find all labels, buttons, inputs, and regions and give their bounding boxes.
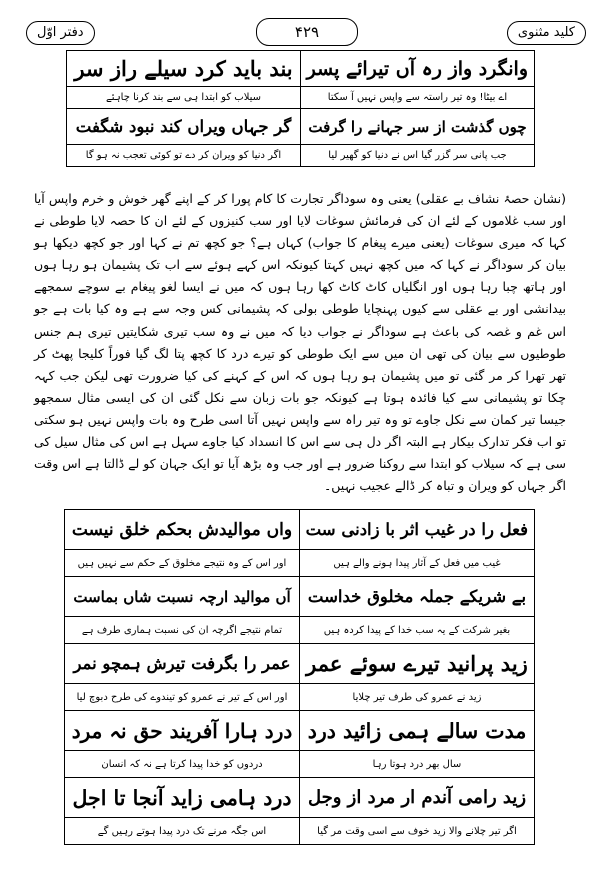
translation-second-half: اگر دنیا کو ویران کر دے تو کوئی تعجب نہ ہو گا	[67, 145, 301, 167]
verse-table-bottom	[64, 509, 535, 845]
verse-row	[65, 510, 535, 550]
verse-row	[65, 778, 535, 818]
translation-first-half: زید نے عمرو کی طرف تیر چلایا	[300, 684, 535, 711]
verse-second-half: درد ہارا آفریند حق نہ مرد	[65, 711, 300, 751]
verse-second-half: عمر را بگرفت تیرش ہمچو نمر	[65, 644, 300, 684]
verse-first-half: وانگرد واز رہ آں تیرائے پسر	[301, 51, 535, 87]
translation-row	[65, 617, 535, 644]
verse-row	[65, 644, 535, 684]
translation-second-half: سیلاب کو ابتدا ہی سے بند کرنا چاہئے	[67, 87, 301, 109]
page-number: ۴۲۹	[256, 18, 358, 46]
verse-table-top	[66, 50, 535, 167]
translation-row	[65, 684, 535, 711]
verse-row	[67, 109, 535, 145]
verse-second-half: واں موالیدش بحکم خلق نیست	[65, 510, 300, 550]
verse-row	[65, 577, 535, 617]
translation-first-half: جب پانی سر گزر گیا اس نے دنیا کو گھیر لیا	[301, 145, 535, 167]
verse-first-half: بے شریکے جملہ مخلوق خداست	[300, 577, 535, 617]
verse-first-half: فعل را در غیب اثر با زادنی ست	[300, 510, 535, 550]
verse-row	[67, 51, 535, 87]
translation-row	[65, 818, 535, 845]
translation-second-half: اور اس کے وہ نتیجے مخلوق کے حکم سے نہیں ہیں	[65, 550, 300, 577]
verse-first-half: زید پرانید تیرے سوئے عمر	[300, 644, 535, 684]
translation-row	[65, 550, 535, 577]
translation-row	[65, 751, 535, 778]
commentary-text	[34, 188, 566, 497]
volume-label: دفتر اوّل	[26, 21, 95, 45]
book-title: کلید مثنوی	[507, 21, 586, 45]
verse-first-half: چوں گذشت از سر جہانے را گرفت	[301, 109, 535, 145]
verse-first-half: زید رامی آندم ار مرد از وجل	[300, 778, 535, 818]
translation-first-half: اگر تیر چلانے والا زید خوف سے اسی وقت مر گیا	[300, 818, 535, 845]
verse-first-half: مدت سالے ہمی زائید درد	[300, 711, 535, 751]
verse-second-half: بند باید کرد سیلے راز سر	[67, 51, 301, 87]
translation-row	[67, 145, 535, 167]
translation-first-half: بغیر شرکت کے یہ سب خدا کے پیدا کردہ ہیں	[300, 617, 535, 644]
translation-second-half: تمام نتیجے اگرچہ ان کی نسبت ہماری طرف ہے	[65, 617, 300, 644]
translation-first-half: غیب میں فعل کے آثار پیدا ہونے والے ہیں	[300, 550, 535, 577]
translation-first-half: سال بھر درد ہوتا رہا	[300, 751, 535, 778]
translation-second-half: اس جگہ مرنے تک درد پیدا ہوتے رہیں گے	[65, 818, 300, 845]
translation-second-half: اور اس کے تیر نے عمرو کو تیندوے کی طرح دبوچ لیا	[65, 684, 300, 711]
translation-second-half: دردوں کو خدا پیدا کرتا ہے نہ کہ انسان	[65, 751, 300, 778]
commentary-paragraph: (نشان حصۂ نشاف بے عقلی) یعنی وہ سوداگر تجارت کا کام پورا کر کے اپنے گھر خوش و خرم واپس آیا اور سب غلاموں کے لئے ان کی فرمائش سوغات لایا اور سب کنیزوں کے لئے ان کا حصہ لایا طوطی نے کہا کہ میری سوغات (یعنی میرے پیغام کا جواب) کہاں ہے؟ جو کچھ تم نے کہا اور جو کچھ دیکھا ہو بیان کر سوداگر نے کہا کہ میں کچھ نہیں کہتا کیونکہ اس کہے ہوئے سے اب تک پشیمان ہو رہا ہوں اور ہاتھ چبا رہا ہوں اور انگلیاں کاٹ کاٹ کھا رہا ہوں کہ میں نے ایسا لغو پیغام بے سوچے سمجھے بیدانشی اور بے عقلی سے کیوں پہنچایا طوطی بولی کہ پشیمانی کس وجہ سے ہے وہ کیا بات ہے جو اس غم و غصہ کی باعث ہے سوداگر نے جواب دیا کہ میں نے وہ سب تیری شکایتیں تیری ہم جنس طوطیوں سے بیان کی تھی ان میں سے ایک طوطی کو تیرے درد کا کچھ پتا لگ گیا فوراً کلیجا پھٹ کر تھر تھرا کر مر گئی تو میں پشیمان ہو رہا ہوں کہ اس کے کہنے کی کیا ضرورت تھی لیکن جب کہہ چکا تو پشیمانی سے کیا فائدہ ہوتا ہے کیونکہ جو بات زبان سے نکل گئی ان کی ایسی مثال سمجھو جیسا تیر کمان سے نکل جاوے تو وہ تیر راہ سے واپس نہیں آتا اسی طرح وہ بات واپس نہیں ہو سکتی تو اب فکر تدارک بیکار ہے البتہ اگر دل ہی سے اس کا انسداد کیا جاوے سہل ہے اس کی مثال سیل کی سی ہے کہ سیلاب کو ابتدا سے روکنا ضرور ہے اور جب وہ بڑھ آیا تو ایک جہان کو لے ڈالتا ہے اس وقت اگر جہاں کو ویران و تباہ کر ڈالے عجیب نہیں۔	[34, 191, 566, 494]
verse-row	[65, 711, 535, 751]
translation-row	[67, 87, 535, 109]
page-header	[26, 18, 586, 48]
verse-second-half: آں موالید ارچہ نسبت شاں بماست	[65, 577, 300, 617]
translation-first-half: اے بیٹا! وہ تیر راستہ سے واپس نہیں آ سکتا	[301, 87, 535, 109]
verse-second-half: درد ہامی زاید آنجا تا اجل	[65, 778, 300, 818]
verse-second-half: گر جہاں ویراں کند نبود شگفت	[67, 109, 301, 145]
